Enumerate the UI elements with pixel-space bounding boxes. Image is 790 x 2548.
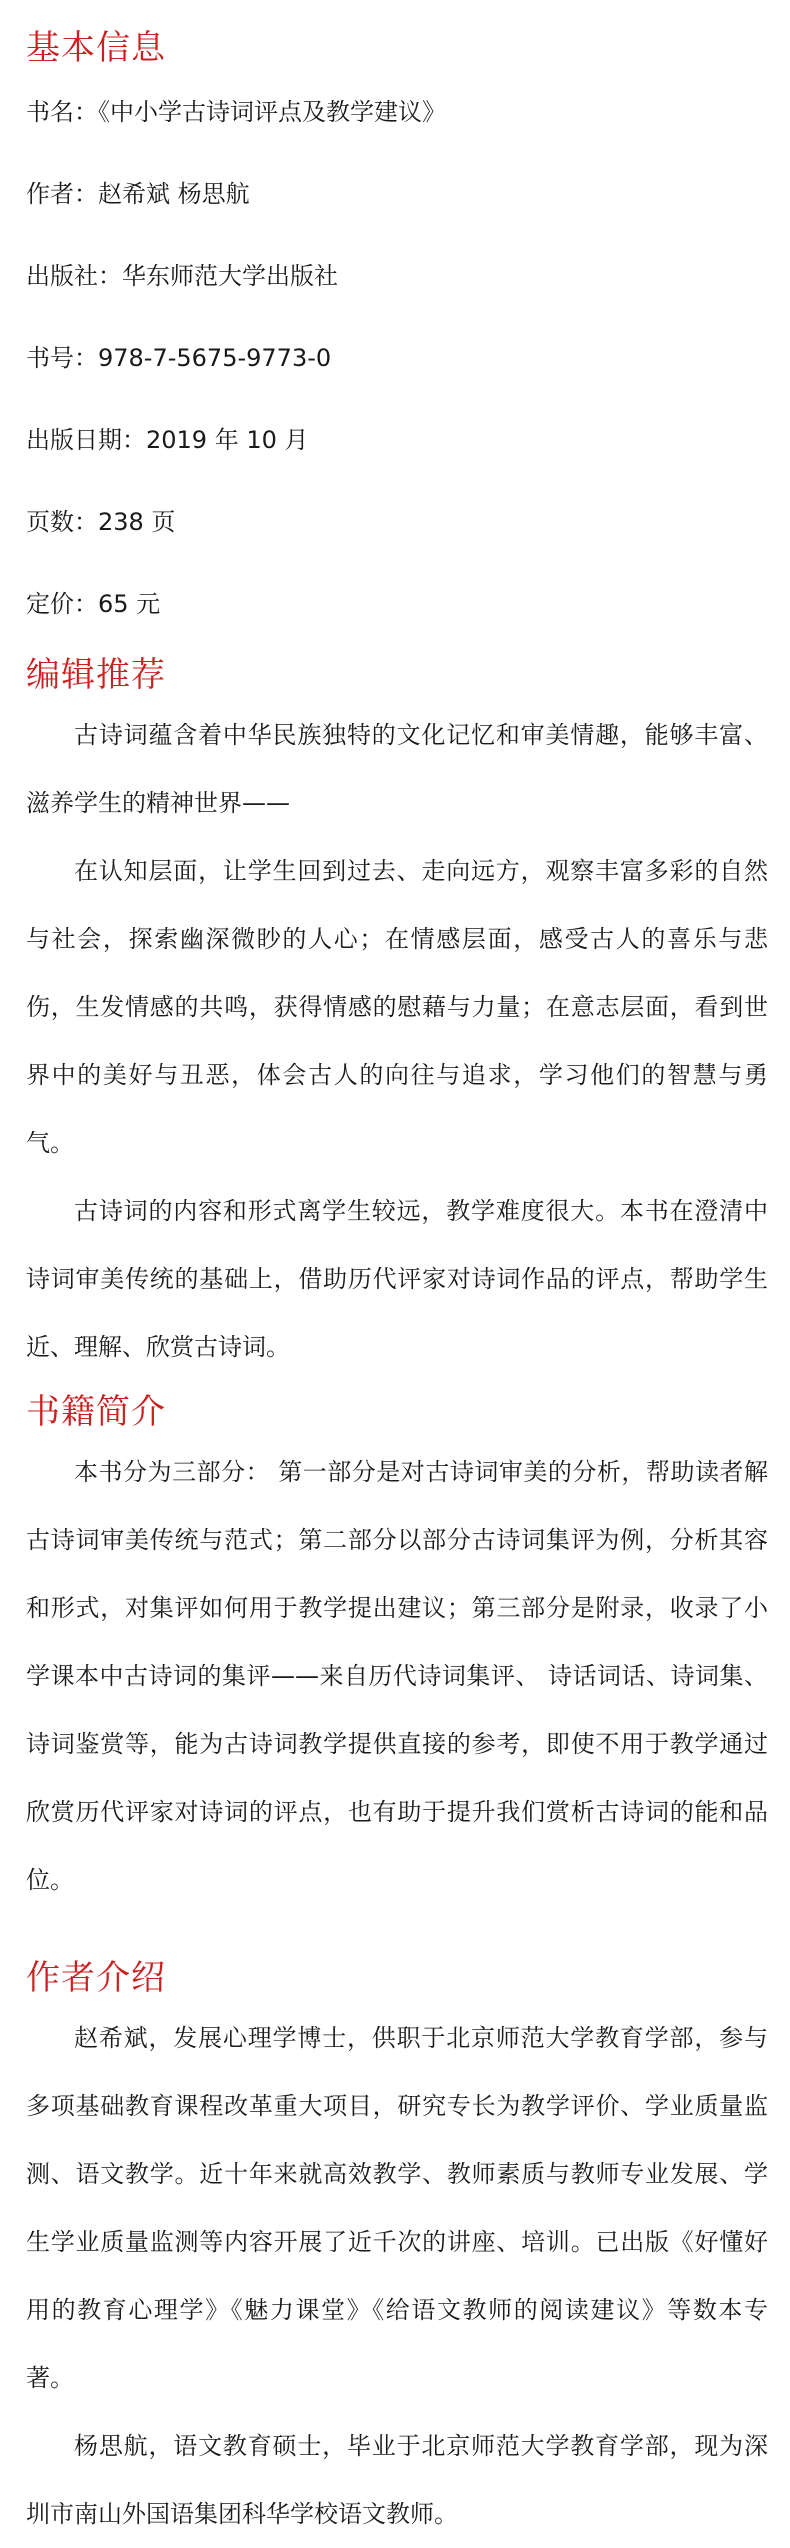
author-intro-heading: 作者介绍 [26,1958,166,1998]
editor-paragraph-3: 古诗词的内容和形式离学生较远，教学难度很大。本书在澄清中诗词审美传统的基础上，借助历代评家对诗词作品的评点，帮助学生近、理解、欣赏古诗词。 [26,1197,768,1361]
page-count-line: 页数：238 页 [26,508,176,536]
editor-recommendation-body [26,701,768,1381]
editor-paragraph-2: 在认知层面，让学生回到过去、走向远方，观察丰富多彩的自然与社会，探索幽深微眇的人心；在情感层面，感受古人的喜乐与悲伤，生发情感的共鸣，获得情感的慰藉与力量；在意志层面，看到世界中的美好与丑恶，体会古人的向往与追求，学习他们的智慧与勇气。 [26,857,768,1157]
basic-info-heading: 基本信息 [26,28,166,68]
author-line: 作者：赵希斌 杨思航 [26,180,250,208]
price-line: 定价：65 元 [26,590,161,618]
book-intro-section [26,1392,768,1432]
book-title-line: 书名：《中小学古诗词评点及教学建议》 [26,98,446,126]
editor-recommendation-heading: 编辑推荐 [26,655,166,695]
author-paragraph-zhao: 赵希斌，发展心理学博士，供职于北京师范大学教育学部，参与多项基础教育课程改革重大项目，研究专长为教学评价、学业质量监测、语文教学。近十年来就高效教学、教师素质与教师专业发展、学生学业质量监测等内容开展了近千次的讲座、培训。已出版《好懂好用的教育心理学》《魅力课堂》《给语文教师的阅读建议》等数本专著。 [26,2024,768,2392]
author-intro-body [26,2004,768,2548]
book-intro-body [26,1438,768,1914]
basic-info-section [26,28,768,68]
publish-date-line: 出版日期：2019 年 10 月 [26,426,309,454]
author-paragraph-yang: 杨思航，语文教育硕士，毕业于北京师范大学教育学部，现为深圳市南山外国语集团科华学校语文教师。 [26,2432,768,2528]
editor-paragraph-1: 古诗词蕴含着中华民族独特的文化记忆和审美情趣，能够丰富、滋养学生的精神世界—— [26,721,768,817]
isbn-line: 书号：978-7-5675-9773-0 [26,344,332,372]
book-intro-paragraph: 本书分为三部分： 第一部分是对古诗词审美的分析，帮助读者解古诗词审美传统与范式；第二部分以部分古诗词集评为例，分析其容和形式，对集评如何用于教学提出建议；第三部分是附录，收录了小学课本中古诗词的集评——来自历代诗词集评、 诗话词话、诗词集、诗词鉴赏等，能为古诗词教学提供直接的参考，即使不用于教学通过欣赏历代评家对诗词的评点，也有助于提升我们赏析古诗词的能和品位。 [26,1458,768,1894]
publisher-line: 出版社：华东师范大学出版社 [26,262,338,290]
book-intro-heading: 书籍简介 [26,1392,166,1432]
editor-recommendation-section [26,655,768,695]
author-intro-section [26,1958,768,1998]
